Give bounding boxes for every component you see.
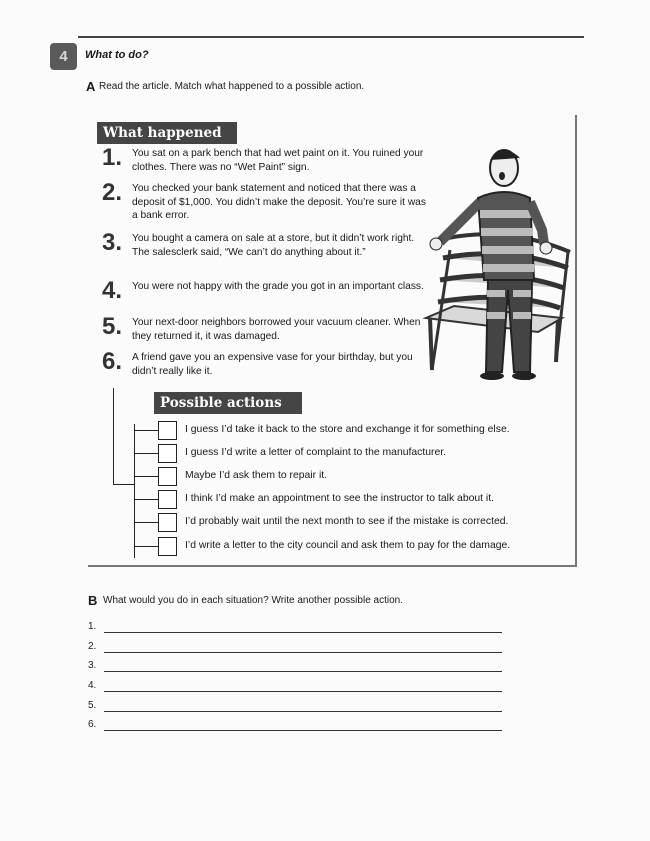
match-bracket-actions — [134, 424, 135, 558]
part-a-instruction: Read the article. Match what happened to a possible action. — [99, 81, 365, 92]
what-happened-heading: What happened — [97, 122, 237, 144]
write-line[interactable] — [104, 652, 502, 653]
action-text: I’d probably wait until the next month to see if the mistake is corrected. — [185, 516, 509, 527]
answer-box[interactable] — [158, 490, 177, 509]
action-text: Maybe I’d ask them to repair it. — [185, 470, 328, 481]
write-line[interactable] — [104, 632, 502, 633]
happened-item-text: Your next-door neighbors borrowed your vacuum cleaner. When they returned it, it was damaged. — [132, 317, 421, 342]
happened-item-text: You sat on a park bench that had wet paint on it. You ruined your clothes. There was no “Wet Paint” sign. — [132, 148, 424, 173]
happened-item-text: You were not happy with the grade you got in an important class. — [132, 281, 424, 292]
action-text: I guess I’d write a letter of complaint to the manufacturer. — [185, 447, 447, 458]
answer-box[interactable] — [158, 513, 177, 532]
happened-item-number: 6. — [102, 348, 123, 375]
answer-box[interactable] — [158, 421, 177, 440]
happened-item-text: A friend gave you an expensive vase for your birthday, but you didn’t really like it. — [132, 352, 413, 377]
answer-box[interactable] — [158, 537, 177, 556]
man-on-bench-illustration — [418, 140, 578, 382]
write-line[interactable] — [104, 671, 502, 672]
action-text: I’d write a letter to the city council and ask them to pay for the damage. — [185, 540, 511, 551]
write-line[interactable] — [104, 691, 502, 692]
top-rule — [78, 36, 584, 38]
part-b-instruction: What would you do in each situation? Write another possible action. — [103, 595, 403, 606]
possible-actions-heading: Possible actions — [154, 392, 302, 414]
part-b-letter: B — [88, 593, 98, 608]
answer-box[interactable] — [158, 444, 177, 463]
write-line[interactable] — [104, 730, 502, 731]
happened-item-number: 1. — [102, 144, 123, 171]
happened-item-number: 2. — [102, 179, 123, 206]
action-text: I guess I’d take it back to the store and exchange it for something else. — [185, 424, 510, 435]
match-bracket-vertical — [113, 388, 114, 484]
match-bracket-horizontal — [113, 484, 135, 485]
action-text: I think I’d make an appointment to see the instructor to talk about it. — [185, 493, 495, 504]
happened-item-number: 4. — [102, 277, 123, 304]
happened-item-text: You checked your bank statement and noticed that there was a deposit of $1,000. You didn’t make the deposit. You’re sure it was a bank error. — [132, 183, 426, 222]
happened-item-text: You bought a camera on sale at a store, but it didn’t work right. The salesclerk said, “We can’t do anything about it.” — [132, 233, 415, 258]
section-number-badge: 4 — [50, 43, 77, 70]
part-a-letter: A — [86, 79, 96, 94]
happened-item-number: 3. — [102, 229, 123, 256]
happened-item-number: 5. — [102, 313, 123, 340]
write-line[interactable] — [104, 711, 502, 712]
section-title: What to do? — [85, 49, 149, 61]
answer-box[interactable] — [158, 467, 177, 486]
